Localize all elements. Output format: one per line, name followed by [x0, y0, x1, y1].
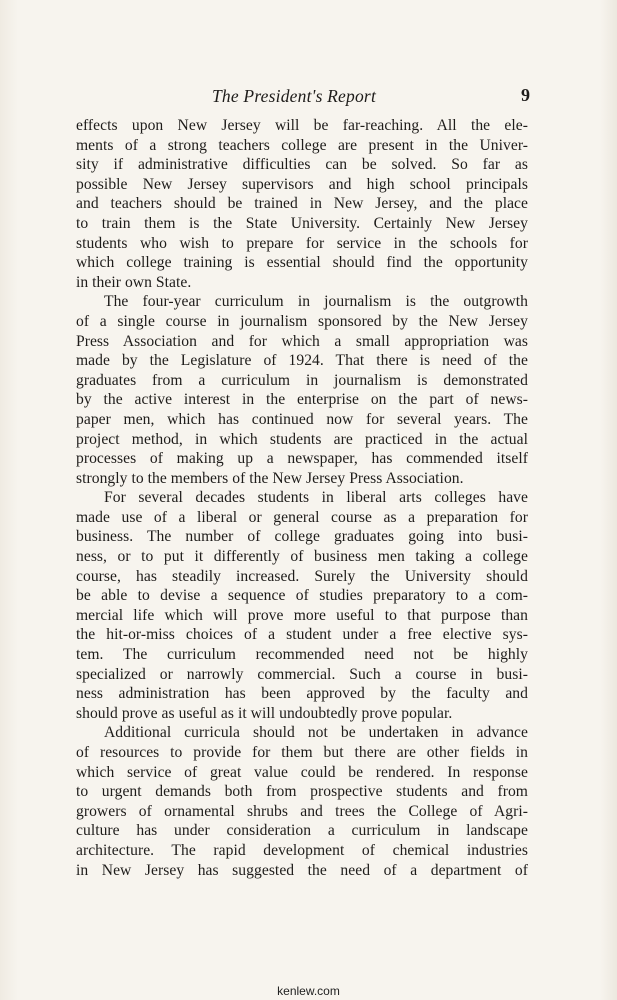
text-line: Additional curricula should not be undertaken in advance: [104, 724, 528, 742]
text-line: architecture. The rapid development of chemical industries: [76, 841, 528, 859]
text-line: by the active interest in the enterprise on the part of news-: [76, 391, 528, 409]
text-line: mercial life which will prove more useful to that purpose than: [76, 606, 528, 624]
text-line: sity if administrative difficulties can be solved. So far as: [76, 156, 528, 174]
text-line: tem. The curriculum recommended need not be highly: [76, 646, 528, 664]
text-line: of a single course in journalism sponsored by the New Jersey: [76, 312, 528, 330]
text-line: paper men, which has continued now for several years. The: [76, 410, 528, 428]
text-line: processes of making up a newspaper, has commended itself: [76, 450, 528, 468]
text-line: culture has under consideration a curriculum in landscape: [76, 822, 528, 840]
text-line: ness administration has been approved by the faculty and: [76, 685, 528, 703]
text-line: The four-year curriculum in journalism is the outgrowth: [104, 293, 528, 311]
text-line: and teachers should be trained in New Jersey, and the place: [76, 195, 528, 213]
text-line: growers of ornamental shrubs and trees the College of Agri-: [76, 802, 528, 820]
text-line: ments of a strong teachers college are present in the Univer-: [76, 136, 528, 154]
body-text: [76, 116, 528, 880]
text-line: strongly to the members of the New Jersey Press Association.: [76, 469, 464, 487]
text-line: possible New Jersey supervisors and high school principals: [76, 175, 528, 193]
text-line: project method, in which students are practiced in the actual: [76, 430, 528, 448]
text-line: be able to devise a sequence of studies preparatory to a com-: [76, 587, 528, 605]
text-line: in their own State.: [76, 273, 192, 291]
text-line: students who wish to prepare for service in the schools for: [76, 234, 528, 252]
text-line: to train them is the State University. Certainly New Jersey: [76, 214, 528, 232]
paragraph: [76, 723, 528, 880]
text-line: to urgent demands both from prospective students and from: [76, 783, 528, 801]
paragraph: [76, 488, 528, 723]
page-title: The President's Report: [212, 86, 377, 106]
text-line: made use of a liberal or general course as a preparation for: [76, 508, 528, 526]
text-line: which college training is essential should find the opportunity: [76, 254, 528, 272]
text-line: ness, or to put it differently of business men taking a college: [76, 548, 528, 566]
text-line: made by the Legislature of 1924. That there is need of the: [76, 352, 528, 370]
text-line: of resources to provide for them but there are other fields in: [76, 744, 528, 761]
text-line: specialized or narrowly commercial. Such a course in busi-: [76, 665, 528, 683]
page-number: 9: [521, 85, 530, 105]
running-header: [76, 86, 530, 110]
paragraph: [76, 116, 528, 292]
text-line: which service of great value could be rendered. In response: [76, 763, 528, 781]
watermark: kenlew.com: [277, 984, 340, 998]
text-line: For several decades students in liberal arts colleges have: [104, 489, 528, 507]
text-line: course, has steadily increased. Surely the University should: [76, 567, 528, 585]
text-line: Press Association and for which a small appropriation was: [76, 332, 528, 350]
text-line: in New Jersey has suggested the need of a department of: [76, 861, 528, 879]
text-line: effects upon New Jersey will be far-reaching. All the ele-: [76, 117, 528, 134]
text-line: business. The number of college graduates going into busi-: [76, 528, 528, 546]
text-line: should prove as useful as it will undoubtedly prove popular.: [76, 704, 453, 722]
paragraph: [76, 292, 528, 488]
text-line: graduates from a curriculum in journalism is demonstrated: [76, 371, 528, 389]
text-line: the hit-or-miss choices of a student under a free elective sys-: [76, 626, 528, 644]
